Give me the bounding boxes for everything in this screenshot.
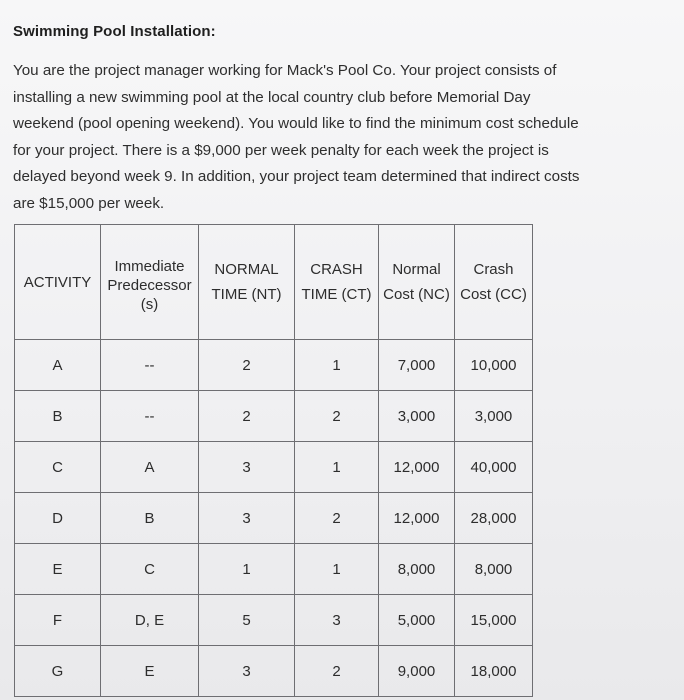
cell-crash-cost: 8,000 bbox=[455, 544, 533, 595]
cell-crash-time: 1 bbox=[295, 544, 379, 595]
cell-normal-cost: 12,000 bbox=[379, 442, 455, 493]
cell-crash-cost: 28,000 bbox=[455, 493, 533, 544]
description-line: You are the project manager working for Mack's Pool Co. Your project consists of bbox=[13, 62, 557, 79]
cell-crash-cost: 18,000 bbox=[455, 646, 533, 697]
description-line: installing a new swimming pool at the local country club before Memorial Day bbox=[13, 88, 531, 106]
cell-normal-cost: 9,000 bbox=[379, 646, 455, 697]
header-crash-cost: Crash Cost (CC) bbox=[455, 225, 533, 340]
cell-normal-time: 5 bbox=[199, 595, 295, 646]
cell-predecessor: E bbox=[101, 646, 199, 697]
cell-predecessor: C bbox=[101, 544, 199, 595]
description-line: for your project. There is a $9,000 per week penalty for each week the project is bbox=[13, 141, 549, 159]
cell-activity: A bbox=[15, 340, 101, 391]
table-row bbox=[15, 493, 533, 544]
cell-crash-time: 1 bbox=[295, 340, 379, 391]
table-row bbox=[15, 595, 533, 646]
cell-activity: F bbox=[15, 595, 101, 646]
table-row bbox=[15, 544, 533, 595]
cell-crash-cost: 40,000 bbox=[455, 442, 533, 493]
table-header-row bbox=[15, 225, 533, 340]
cell-normal-time: 2 bbox=[199, 340, 295, 391]
cell-activity: B bbox=[15, 391, 101, 442]
cell-normal-cost: 7,000 bbox=[379, 340, 455, 391]
header-normal-cost: Normal Cost (NC) bbox=[379, 225, 455, 340]
cell-crash-time: 2 bbox=[295, 391, 379, 442]
header-normal-time: NORMAL TIME (NT) bbox=[199, 225, 295, 340]
cell-activity: E bbox=[15, 544, 101, 595]
cell-normal-time: 2 bbox=[199, 391, 295, 442]
cell-normal-cost: 3,000 bbox=[379, 391, 455, 442]
cell-predecessor: D, E bbox=[101, 595, 199, 646]
description-line: weekend (pool opening weekend). You would like to find the minimum cost schedule bbox=[13, 115, 579, 133]
cell-crash-time: 2 bbox=[295, 493, 379, 544]
cell-normal-time: 1 bbox=[199, 544, 295, 595]
cell-normal-time: 3 bbox=[199, 442, 295, 493]
cell-predecessor: -- bbox=[101, 391, 199, 442]
table-row bbox=[15, 646, 533, 697]
description-line: are $15,000 per week. bbox=[13, 194, 165, 212]
cell-normal-cost: 8,000 bbox=[379, 544, 455, 595]
header-crash-time: CRASH TIME (CT) bbox=[295, 225, 379, 340]
cell-activity: C bbox=[15, 442, 101, 493]
activity-table bbox=[14, 224, 533, 697]
cell-crash-time: 2 bbox=[295, 646, 379, 697]
cell-activity: D bbox=[15, 493, 101, 544]
cell-predecessor: -- bbox=[101, 340, 199, 391]
table-row bbox=[15, 442, 533, 493]
table-row bbox=[15, 391, 533, 442]
cell-normal-cost: 12,000 bbox=[379, 493, 455, 544]
cell-crash-time: 3 bbox=[295, 595, 379, 646]
cell-crash-cost: 3,000 bbox=[455, 391, 533, 442]
cell-predecessor: B bbox=[101, 493, 199, 544]
cell-crash-cost: 15,000 bbox=[455, 595, 533, 646]
header-predecessor: Immediate Predecessor (s) bbox=[101, 225, 199, 340]
cell-normal-time: 3 bbox=[199, 493, 295, 544]
cell-normal-time: 3 bbox=[199, 646, 295, 697]
cell-activity: G bbox=[15, 646, 101, 697]
cell-crash-time: 1 bbox=[295, 442, 379, 493]
cell-predecessor: A bbox=[101, 442, 199, 493]
header-activity: ACTIVITY bbox=[15, 225, 101, 340]
problem-description bbox=[13, 58, 673, 218]
cell-crash-cost: 10,000 bbox=[455, 340, 533, 391]
document-title: Swimming Pool Installation: bbox=[13, 23, 216, 40]
table-row bbox=[15, 340, 533, 391]
cell-normal-cost: 5,000 bbox=[379, 595, 455, 646]
description-line: delayed beyond week 9. In addition, your project team determined that indirect costs bbox=[13, 168, 580, 186]
